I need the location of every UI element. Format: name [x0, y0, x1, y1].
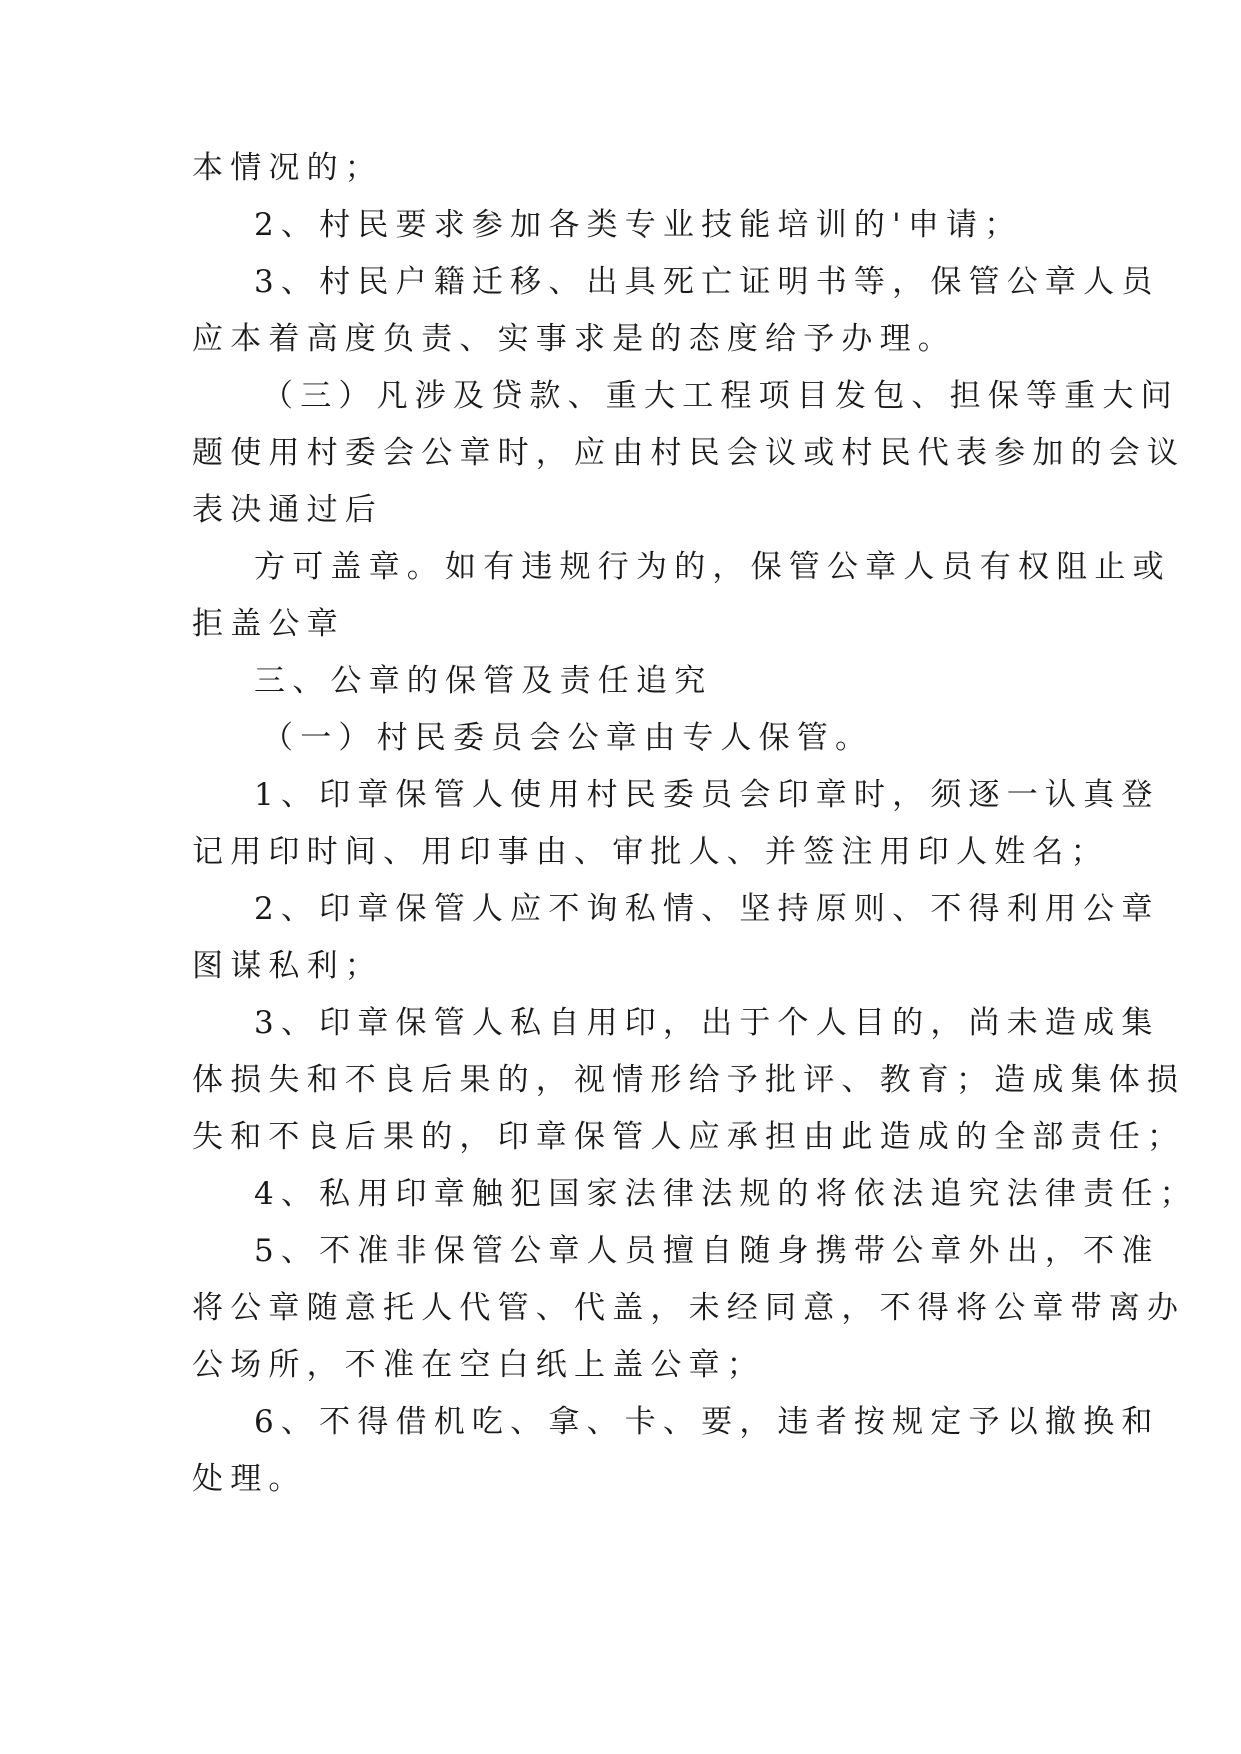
text-line: 记用印时间、用印事由、审批人、并签注用印人姓名； [192, 834, 1109, 870]
text-line: 方可盖章。如有违规行为的，保管公章人员有权阻止或 [254, 549, 1171, 585]
text-line: 体损失和不良后果的，视情形给予批评、教育；造成集体损 [192, 1062, 1186, 1098]
text-line: 题使用村委会公章时，应由村民会议或村民代表参加的会议 [192, 435, 1186, 471]
text-line: 本情况的； [192, 150, 383, 186]
text-line: 2、村民要求参加各类专业技能培训的'申请； [254, 207, 1023, 243]
text-line: 4、私用印章触犯国家法律法规的将依法追究法律责任； [254, 1176, 1198, 1212]
text-line: 将公章随意托人代管、代盖，未经同意，不得将公章带离办 [192, 1290, 1186, 1326]
text-line: 应本着高度负责、实事求是的态度给予办理。 [192, 321, 956, 357]
text-line: （一）村民委员会公章由专人保管。 [262, 720, 874, 756]
section-heading: 三、公章的保管及责任追究 [254, 663, 713, 699]
text-line: 拒盖公章 [192, 606, 345, 642]
text-line: 5、不准非保管公章人员擅自随身携带公章外出，不准 [254, 1233, 1160, 1269]
text-line: 6、不得借机吃、拿、卡、要，违者按规定予以撤换和 [254, 1404, 1160, 1440]
text-line: 公场所，不准在空白纸上盖公章； [192, 1347, 765, 1383]
text-line: 3、印章保管人私自用印，出于个人目的，尚未造成集 [254, 1005, 1160, 1041]
text-line: 处理。 [192, 1461, 307, 1497]
text-line: 失和不良后果的，印章保管人应承担由此造成的全部责任； [192, 1119, 1186, 1155]
text-line: 2、印章保管人应不询私情、坚持原则、不得利用公章 [254, 891, 1160, 927]
text-line: 1、印章保管人使用村民委员会印章时，须逐一认真登 [254, 777, 1160, 813]
text-line: 图谋私利； [192, 948, 383, 984]
text-line: 表决通过后 [192, 492, 383, 528]
text-line: （三）凡涉及贷款、重大工程项目发包、担保等重大问 [262, 378, 1179, 414]
text-line: 3、村民户籍迁移、出具死亡证明书等，保管公章人员 [254, 264, 1160, 300]
